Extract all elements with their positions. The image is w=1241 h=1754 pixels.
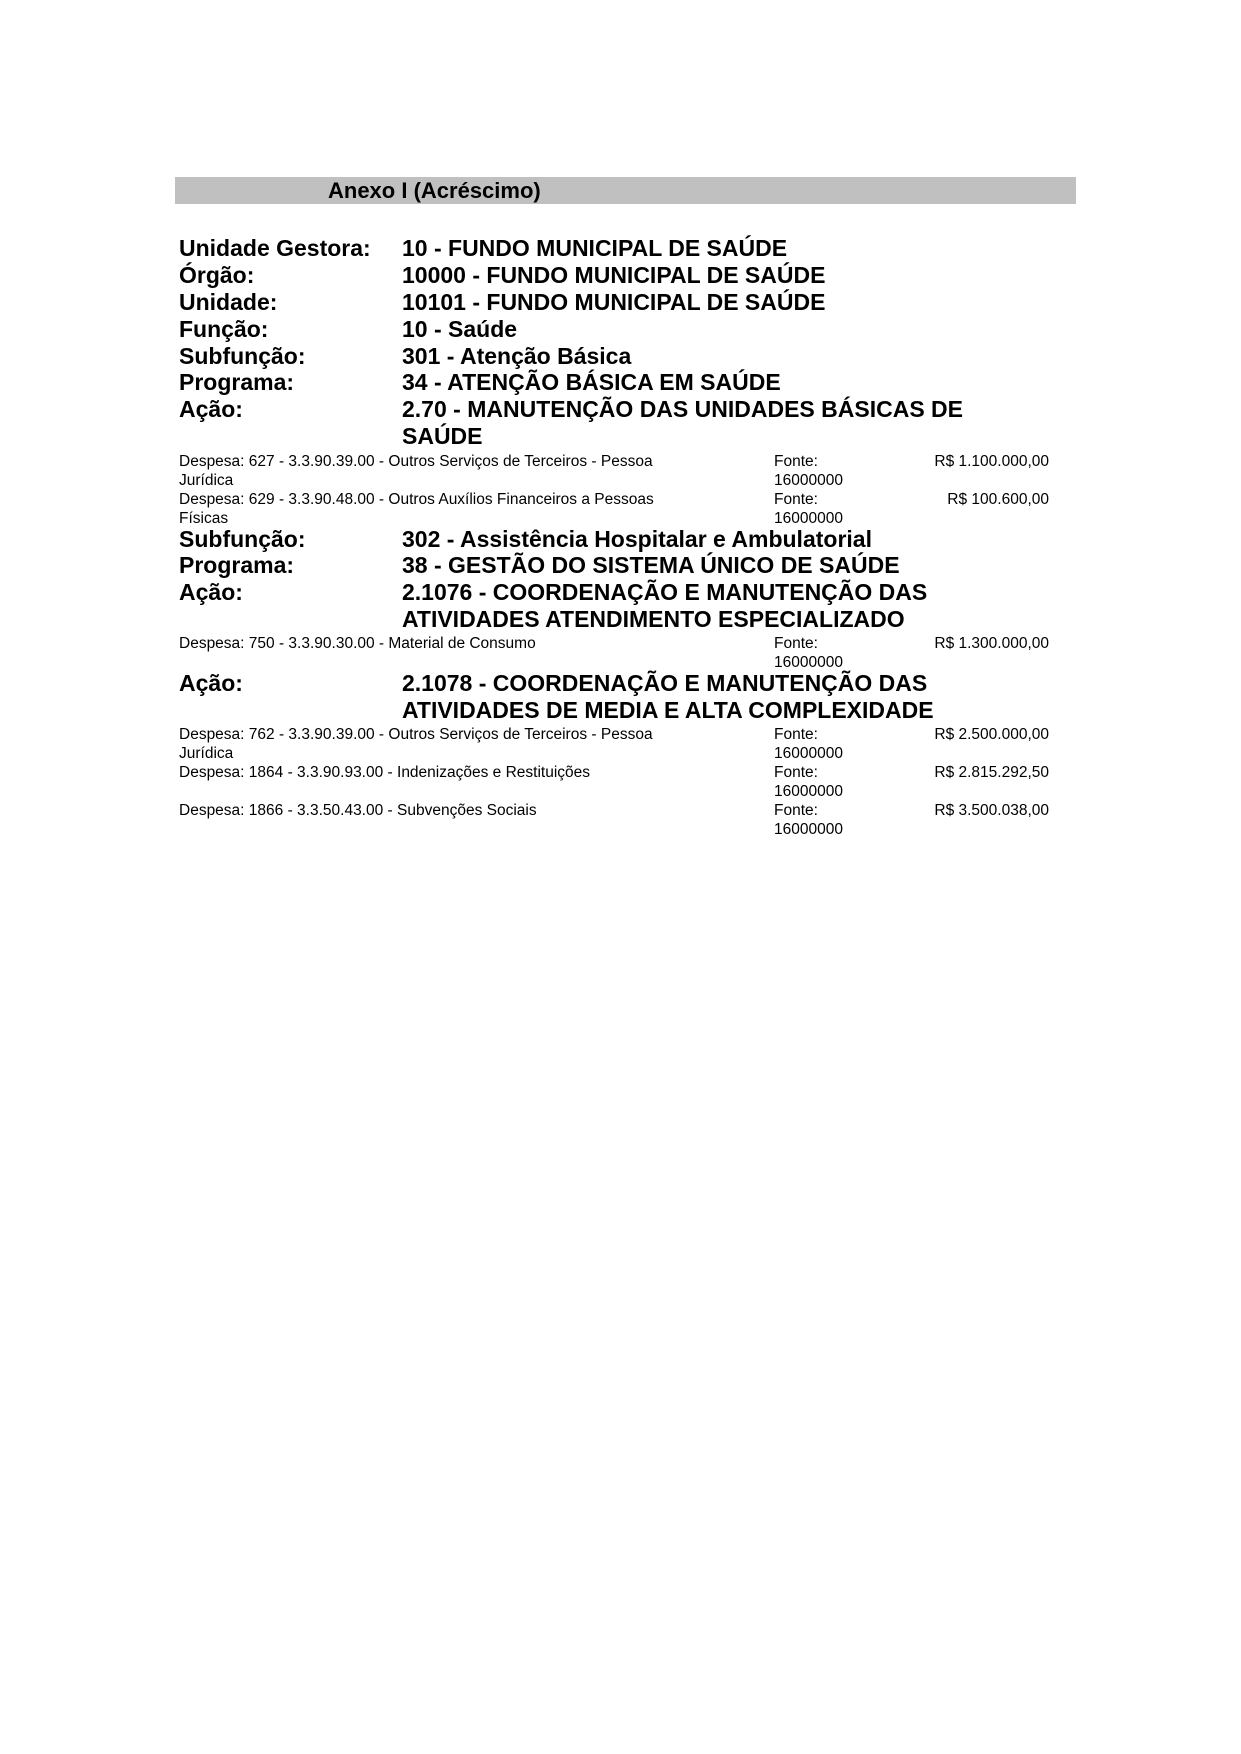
unidade-label: Unidade: (179, 289, 278, 315)
acao-label: Ação: (179, 396, 243, 422)
despesa-desc: Despesa: 762 - 3.3.90.39.00 - Outros Serviços de Terceiros - Pessoa Jurídica (179, 726, 653, 762)
unidade-value: 10101 - FUNDO MUNICIPAL DE SAÚDE (402, 289, 826, 315)
despesa-valor: R$ 100.600,00 (947, 491, 1049, 508)
despesa-desc: Despesa: 1866 - 3.3.50.43.00 - Subvenções Sociais (179, 802, 537, 819)
unidade-gestora-label: Unidade Gestora: (179, 235, 371, 261)
programa-value: 34 - ATENÇÃO BÁSICA EM SAÚDE (402, 369, 781, 395)
subfuncao-label: Subfunção: (179, 343, 306, 369)
subfuncao-label: Subfunção: (179, 526, 306, 552)
acao-value: 2.70 - MANUTENÇÃO DAS UNIDADES BÁSICAS DE SAÚDE (402, 396, 964, 449)
orgao-value: 10000 - FUNDO MUNICIPAL DE SAÚDE (402, 262, 826, 288)
despesa-valor: R$ 1.100.000,00 (934, 453, 1049, 470)
acao-label: Ação: (179, 579, 243, 605)
title-bar (175, 177, 1076, 204)
despesa-valor: R$ 3.500.038,00 (934, 802, 1049, 819)
programa-label: Programa: (179, 552, 295, 578)
despesa-desc: Despesa: 1864 - 3.3.90.93.00 - Indenizações e Restituições (179, 764, 591, 781)
subfuncao-value: 301 - Atenção Básica (402, 343, 632, 369)
programa-label: Programa: (179, 369, 295, 395)
despesa-fonte: Fonte: 16000000 (774, 726, 843, 762)
despesa-desc: Despesa: 629 - 3.3.90.48.00 - Outros Auxílios Financeiros a Pessoas Físicas (179, 491, 654, 527)
acao-label: Ação: (179, 670, 243, 696)
subfuncao-value: 302 - Assistência Hospitalar e Ambulatorial (402, 526, 872, 552)
orgao-label: Órgão: (179, 262, 255, 288)
funcao-value: 10 - Saúde (402, 316, 518, 342)
despesa-valor: R$ 1.300.000,00 (934, 635, 1049, 652)
despesa-desc: Despesa: 750 - 3.3.90.30.00 - Material de Consumo (179, 635, 536, 652)
despesa-fonte: Fonte: 16000000 (774, 453, 843, 489)
acao-value: 2.1078 - COORDENAÇÃO E MANUTENÇÃO DAS ATIVIDADES DE MEDIA E ALTA COMPLEXIDADE (402, 670, 934, 723)
funcao-label: Função: (179, 316, 269, 342)
unidade-gestora-value: 10 - FUNDO MUNICIPAL DE SAÚDE (402, 235, 788, 261)
acao-value: 2.1076 - COORDENAÇÃO E MANUTENÇÃO DAS ATIVIDADES ATENDIMENTO ESPECIALIZADO (402, 579, 928, 632)
programa-value: 38 - GESTÃO DO SISTEMA ÚNICO DE SAÚDE (402, 552, 900, 578)
despesa-valor: R$ 2.815.292,50 (934, 764, 1049, 781)
despesa-desc: Despesa: 627 - 3.3.90.39.00 - Outros Serviços de Terceiros - Pessoa Jurídica (179, 453, 653, 489)
despesa-fonte: Fonte: 16000000 (774, 764, 843, 800)
page-title: Anexo I (Acréscimo) (328, 178, 541, 203)
despesa-valor: R$ 2.500.000,00 (934, 726, 1049, 743)
despesa-fonte: Fonte: 16000000 (774, 491, 843, 527)
despesa-fonte: Fonte: 16000000 (774, 802, 843, 838)
despesa-fonte: Fonte: 16000000 (774, 635, 843, 671)
